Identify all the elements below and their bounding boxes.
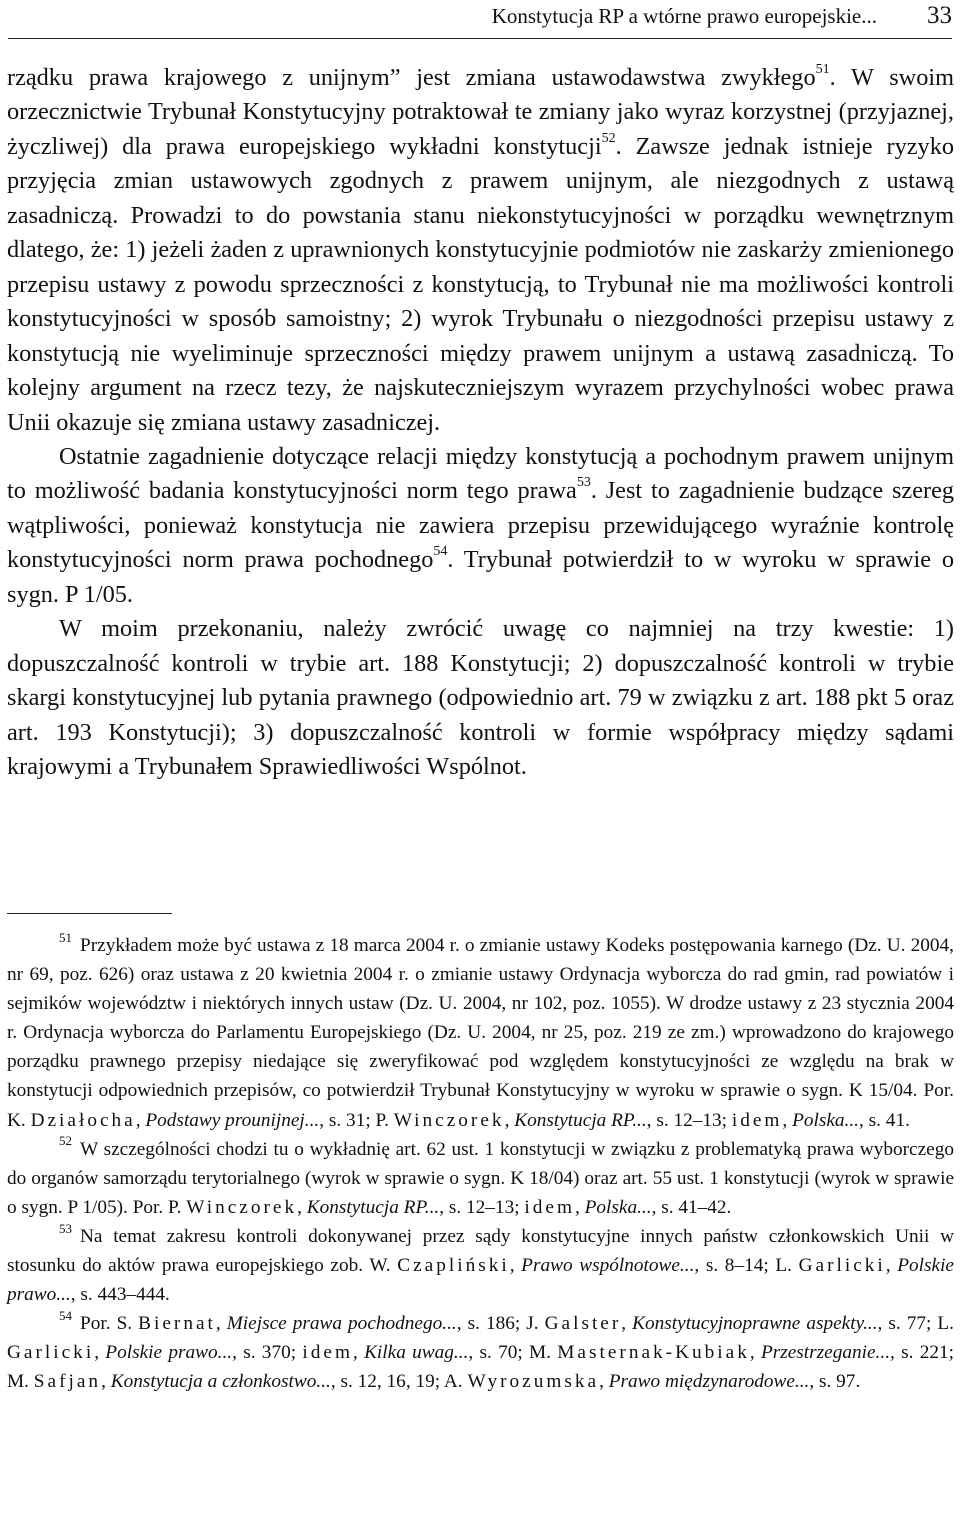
footnote-text: Por. S. [80, 1313, 133, 1335]
footnote-ref-54[interactable]: 54 [433, 544, 448, 560]
paragraph-2-text-a: Ostatnie zagadnienie dotyczące relacji między konstytucją a pochodnym prawem unijnym to możliwość badania konstytucyjności norm tego prawa [7, 442, 954, 505]
footnote-54 [7, 1309, 954, 1396]
footnote-text: , s. 221; M. [7, 1342, 955, 1393]
paragraph-3: W moim przekonaniu, należy zwrócić uwagę co najmniej na trzy kwestie: 1) dopuszczalność kontroli w trybie art. 188 Konstytucji; 2) dopuszczalność kontroli w trybie skargi konstytucyjnej lub pytania prawnego (odpowiednio art. 79 w związku z art. 188 pkt 5 oraz art. 193 Konstytucji); 3) dopuszczalność kontroli w formie współpracy między sądami krajowymi a Trybunałem Sprawiedliwości Wspólnot. [7, 615, 954, 781]
paragraph-2-text-b: . Jest to zagadnienie budzące szereg wątpliwości, ponieważ konstytucja nie zawiera przepisu przewidującego wyraźnie kontrolę konstytucyjności norm prawa pochodnego [7, 477, 954, 574]
footnote-text: , [101, 1371, 111, 1393]
footnote-text: , [215, 1313, 227, 1335]
footnote-text: , s. 8–14; L. [694, 1255, 792, 1277]
work-title: Kilka uwag... [364, 1342, 469, 1364]
footnote-text: , s. 70; M. [468, 1342, 551, 1364]
footnote-number: 51 [59, 929, 72, 945]
work-title: Konstytucyjnoprawne aspekty... [632, 1313, 878, 1335]
author-name: Safjan [33, 1371, 102, 1393]
footnote-number: 54 [59, 1307, 72, 1323]
footnote-text: , s. 370; [232, 1342, 297, 1364]
paragraph-1-text-c: . Zawsze jednak istnieje ryzyko przyjęcia zmian ustawowych zgodnych z prawem unijnym, ale niezgodnych z ustawą zasadniczą. Prowadzi to do powstania stanu niekonstytucyjności w porządku wewnętrznym dlatego, że: 1) jeżeli żaden z uprawnionych konstytucyjnie podmiotów nie zaskarży zmienionego przepisu ustawy z powodu sprzeczności z konstytucją, to Trybunał nie ma możliwości kontroli konstytucyjności w sposób samoistny; 2) wyrok Trybunału o niezgodności przepisu ustawy z konstytucją nie wyeliminuje sprzeczności między prawem unijnym a ustawą zasadniczą. To kolejny argument na rzecz tezy, że najskuteczniejszym wyrazem przychylności wobec prawa Unii okazuje się zmiana ustawy zasadniczej. [7, 132, 954, 436]
work-title: Konstytucja RP... [514, 1109, 647, 1131]
work-title: Konstytucja a członkostwo... [110, 1371, 331, 1393]
author-name: Garlicki [7, 1342, 95, 1364]
author-name: Winczorek [393, 1109, 505, 1131]
page-number: 33 [927, 2, 952, 29]
paragraph-2-text-c: . Trybunał potwierdził to w wyroku w sprawie o sygn. P 1/05. [7, 546, 954, 608]
footnotes [7, 931, 954, 1397]
author-name: Winczorek [186, 1196, 298, 1218]
paragraph-1-text-a: rządku prawa krajowego z unijnym” jest zmiana ustawodawstwa zwykłego [7, 64, 816, 91]
work-title: Polskie prawo... [7, 1255, 954, 1306]
footnote-text: , [504, 1109, 515, 1131]
footnote-text: , [782, 1109, 793, 1131]
footnote-text: W szczególności chodzi tu o wykładnię art. 62 ust. 1 konstytucji w związku z problematyką prawa wyborczego do organów samorządu terytorialnego (wyrok w sprawie o sygn. K 18/04) oraz art. 55 ust. 1 konstytucji (wyrok w sprawie o sygn. P 1/05). Por. P. [7, 1138, 954, 1218]
author-name: Garlicki [798, 1255, 886, 1277]
footnote-text: Przykładem może być ustawa z 18 marca 2004 r. o zmianie ustawy Kodeks postępowania karnego (Dz. U. 2004, nr 69, poz. 626) oraz ustawa z 20 kwietnia 2004 r. o zmianie ustawy Ordynacja wyborcza do rad gmin, rad powiatów i sejmików województw i niektórych innych ustaw (Dz. U. 2004, nr 102, poz. 1055). W drodze ustawy z 23 stycznia 2004 r. Ordynacja wyborcza do Parlamentu Europejskiego (Dz. U. 2004, nr 25, poz. 219 ze zm.) wprowadzono do krajowego porządku prawnego przepisy niedające się zweryfikować pod względem konstytucyjności ze względu na brak w konstytucji odpowiednich przepisów, co potwierdził Trybunał Konstytucyjny w wyroku w sprawie o sygn. K 15/04. Por. K. [7, 935, 954, 1131]
author-name: Wyrozumska [467, 1371, 600, 1393]
footnote-text: , [297, 1196, 307, 1218]
author-name: Masternak-Kubiak [557, 1342, 750, 1364]
footnote-text: , [621, 1313, 633, 1335]
footnote-separator [7, 913, 172, 914]
work-title: Miejsce prawa pochodnego... [226, 1313, 457, 1335]
footnote-text: , s. 186; J. [456, 1313, 539, 1335]
footnote-text: , s. 41–42. [651, 1196, 732, 1218]
author-name: Biernat [138, 1313, 216, 1335]
work-title: Prawo wspólnotowe... [521, 1255, 695, 1277]
footnote-ref-51[interactable]: 51 [815, 61, 830, 77]
paragraph-1 [7, 61, 954, 440]
work-title: Prawo międzynarodowe... [608, 1371, 810, 1393]
work-title: Konstytucja RP... [306, 1196, 440, 1218]
footnote-text: , s. 12–13; [646, 1109, 728, 1131]
footnote-text: , s. 97. [809, 1371, 861, 1393]
footnote-text: Na temat zakresu kontroli dokonywanej przez sądy konstytucyjne innych państw członkowskich Unii w stosunku do aktów prawa europejskiego zob. W. [7, 1225, 954, 1277]
author-name: idem [302, 1342, 353, 1364]
work-title: Przestrzeganie... [760, 1342, 891, 1364]
paragraph-1-text-b: . W swoim orzecznictwie Trybunał Konstytucyjny potraktował te zmiany jako wyraz korzystnej (przyjaznej, życzliwej) dla prawa europejskiego wykładni konstytucji [7, 64, 954, 160]
footnote-text: , s. 31; P. [319, 1109, 389, 1131]
footnote-text: , [352, 1342, 365, 1364]
footnote-53 [7, 1222, 954, 1309]
running-header [8, 0, 952, 39]
footnote-text: , s. 41. [859, 1109, 910, 1131]
footnote-text: , [749, 1342, 761, 1364]
footnote-number: 53 [59, 1220, 72, 1236]
work-title: Polska... [792, 1109, 860, 1131]
running-title: Konstytucja RP a wtórne prawo europejskie... [491, 4, 877, 28]
author-name: Czapliński [397, 1255, 510, 1277]
footnote-text: , [135, 1109, 146, 1131]
footnote-text: , s. 12–13; [439, 1196, 520, 1218]
footnote-number: 52 [59, 1133, 72, 1149]
author-name: idem [524, 1196, 575, 1218]
footnote-text: , [509, 1255, 522, 1277]
author-name: Galster [544, 1313, 622, 1335]
footnote-text: , s. 12, 16, 19; A. [330, 1371, 463, 1393]
footnote-text: , [599, 1371, 609, 1393]
footnote-ref-53[interactable]: 53 [576, 475, 591, 491]
footnote-text: , [574, 1196, 585, 1218]
author-name: idem [731, 1109, 783, 1131]
work-title: Polska... [584, 1196, 652, 1218]
footnote-ref-52[interactable]: 52 [601, 130, 616, 146]
footnote-52 [7, 1135, 954, 1222]
footnote-51 [7, 931, 954, 1135]
author-name: Działocha [30, 1109, 136, 1131]
footnote-text: , [94, 1342, 106, 1364]
work-title: Podstawy prounijnej... [145, 1109, 320, 1131]
paragraph-2 [7, 440, 954, 612]
main-text [7, 61, 954, 785]
footnote-text: , [885, 1255, 898, 1277]
footnote-text: , s. 77; L. [877, 1313, 954, 1335]
footnote-text: , s. 443–444. [70, 1284, 170, 1306]
work-title: Polskie prawo... [105, 1342, 233, 1364]
